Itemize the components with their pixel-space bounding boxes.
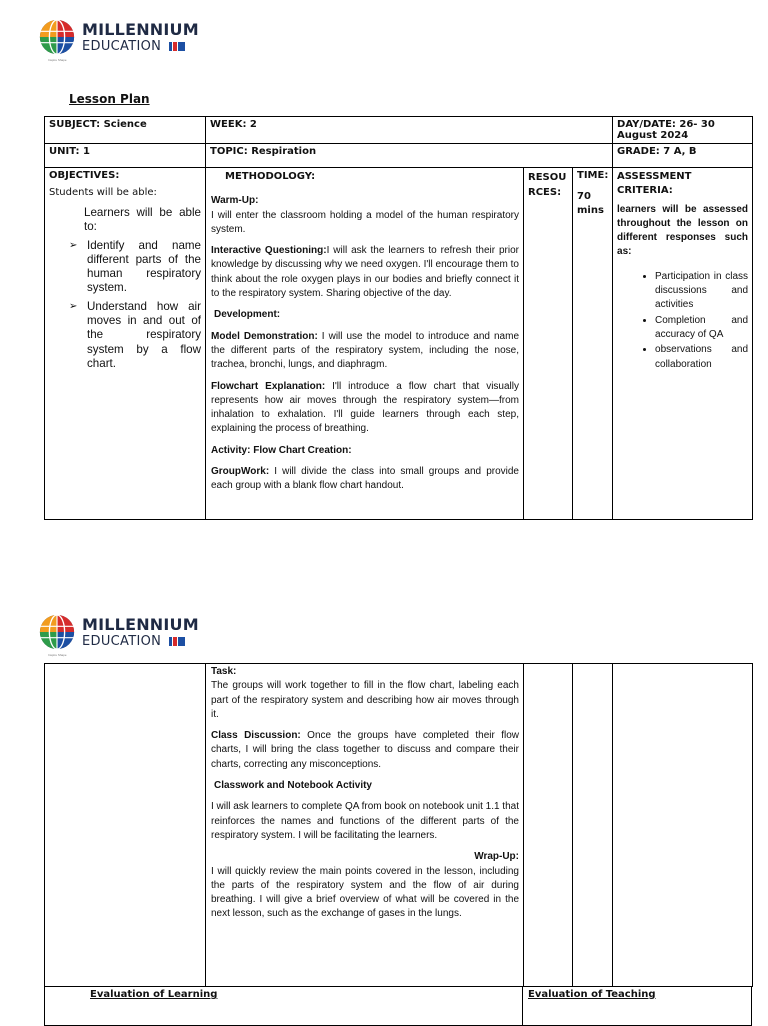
brand-color-bars xyxy=(169,42,185,51)
resources-heading-line2: RCES: xyxy=(528,187,562,198)
globe-logo-icon xyxy=(38,17,76,57)
activity-heading: Activity: Flow Chart Creation: xyxy=(211,444,352,456)
wrapup-paragraph: I will quickly review the main points covered in the lesson, including the parts of the respiratory system and the flow of air during breathing. I will give a brief overview of what will be covered in the next lesson, such as the exchange of gases in the lungs. xyxy=(211,865,519,920)
evaluation-row xyxy=(44,986,752,1026)
week-cell: WEEK: 2 xyxy=(206,117,613,144)
flowchart-paragraph: Flowchart Explanation: I'll introduce a flow chart that visually represents how air moves through the respiratory system—from inhalation to exhalation. I'll guide learners through each step, explaining the process of breathing. xyxy=(211,380,519,435)
discussion-paragraph: Class Discussion: Once the groups have completed their flow charts, I will bring the class together to discuss and compare their charts, correcting any misconceptions. xyxy=(211,730,519,770)
development-heading: Development: xyxy=(214,309,281,321)
assessment-lead: learners will be assessed throughout the lesson on different responses such as: xyxy=(617,203,749,258)
time-cell-continued xyxy=(573,664,613,987)
questioning-paragraph: Interactive Questioning:I will ask the learners to refresh their prior knowledge by discussing why we need oxygen. I'll encourage them to think about the role oxygen plays in our bodies and briefly connect it to the respiratory system. Sharing objective of the day. xyxy=(211,245,519,300)
assessment-heading: ASSESSMENT CRITERIA: xyxy=(617,171,692,197)
objectives-intro: Students will be able: xyxy=(49,187,157,198)
objective-item: ➢ Understand how air moves in and out of the respiratory system by a flow chart. xyxy=(69,299,201,370)
brand-tagline: Inspire Shape xyxy=(48,58,67,62)
warmup-paragraph: Warm-Up: I will enter the classroom holding a model of the human respiratory system. xyxy=(211,195,519,235)
unit-cell: UNIT: 1 xyxy=(45,144,206,168)
brand-subname: EDUCATION xyxy=(82,634,162,649)
subject-cell: SUBJECT: Science xyxy=(45,117,206,144)
methodology-heading: METHODOLOGY: xyxy=(225,171,316,182)
assessment-item: • Completion and accuracy of QA xyxy=(655,314,748,343)
brand-name: MILLENNIUM xyxy=(82,615,199,634)
time-value: 70 xyxy=(577,191,591,202)
brand-tagline: Inspire Shape xyxy=(48,653,67,657)
groupwork-paragraph: GroupWork: I will divide the class into small groups and provide each group with a blank flow chart handout. xyxy=(211,466,519,492)
methodology-cell-continued xyxy=(206,664,524,987)
objectives-heading: OBJECTIVES: xyxy=(49,170,120,181)
wrapup-heading: Wrap-Up: xyxy=(474,851,519,863)
methodology-cell xyxy=(206,168,524,520)
classwork-heading: Classwork and Notebook Activity xyxy=(214,780,372,792)
resources-cell xyxy=(524,168,573,520)
task-paragraph: Task: The groups will work together to fill in the flow chart, labeling each part of the respiratory system and describing how air moves through it. xyxy=(211,666,519,720)
evaluation-teaching-cell xyxy=(523,986,752,1026)
resources-heading-line1: RESOU xyxy=(528,172,567,183)
model-paragraph: Model Demonstration: I will use the model to introduce and name the different parts of the respiratory system, including the nose, trachea, bronchi, lungs, and diaphragm. xyxy=(211,330,519,371)
objective-item: ➢ Identify and name different parts of the human respiratory system. xyxy=(69,238,201,295)
day-date-cell: DAY/DATE: 26- 30 August 2024 xyxy=(613,117,753,144)
time-cell xyxy=(573,168,613,520)
brand-name: MILLENNIUM xyxy=(82,20,199,39)
objectives-cell xyxy=(45,168,206,520)
arrow-bullet-icon: ➢ xyxy=(69,300,78,312)
lesson-plan-title: Lesson Plan xyxy=(69,92,150,106)
assessment-item: • observations and collaboration xyxy=(655,343,748,372)
brand-color-bars xyxy=(169,637,185,646)
time-unit: mins xyxy=(577,205,604,216)
assessment-cell-continued xyxy=(613,664,753,987)
objectives-cell-continued xyxy=(45,664,206,987)
classwork-paragraph: I will ask learners to complete QA from book on notebook unit 1.1 that reinforces the names and functions of the different parts of the respiratory system. I will be facilitating the learners. xyxy=(211,801,519,841)
brand-subname: EDUCATION xyxy=(82,39,162,54)
assessment-cell xyxy=(613,168,753,520)
objectives-lead: Learners will be able to: xyxy=(84,206,201,234)
assessment-item: • Participation in class discussions and activities xyxy=(655,270,748,313)
evaluation-learning-cell xyxy=(44,986,523,1026)
evaluation-teaching-heading: Evaluation of Teaching xyxy=(528,989,656,1000)
millennium-logo xyxy=(38,17,198,63)
globe-logo-icon xyxy=(38,612,76,652)
resources-cell-continued xyxy=(524,664,573,987)
grade-cell: GRADE: 7 A, B xyxy=(613,144,753,168)
lesson-plan-table xyxy=(44,116,753,520)
time-heading: TIME: xyxy=(577,170,609,181)
millennium-logo xyxy=(38,612,198,658)
assessment-list xyxy=(617,270,748,372)
lesson-plan-table-continued xyxy=(44,663,753,987)
objectives-list xyxy=(49,239,201,372)
topic-cell: TOPIC: Respiration xyxy=(206,144,613,168)
arrow-bullet-icon: ➢ xyxy=(69,239,78,251)
evaluation-learning-heading: Evaluation of Learning xyxy=(90,989,218,1000)
